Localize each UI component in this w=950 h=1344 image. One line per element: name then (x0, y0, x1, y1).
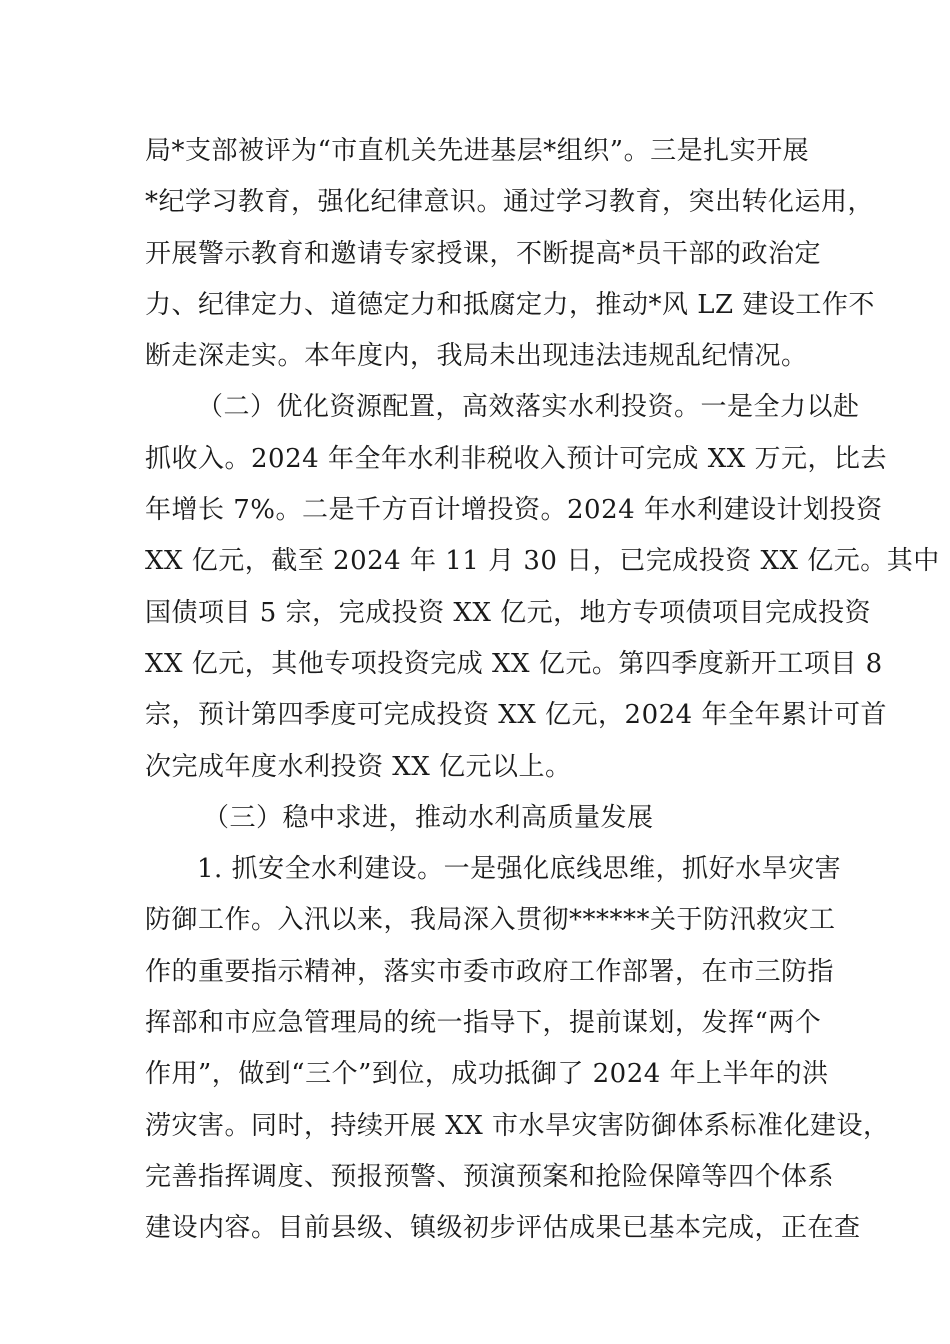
text-line: 力、纪律定力、道德定力和抵腐定力，推动*风 LZ 建设工作不 (145, 289, 875, 320)
text-line: 作的重要指示精神，落实市委市政府工作部署，在市三防指 (145, 956, 835, 987)
text-line: *纪学习教育，强化纪律意识。通过学习教育，突出转化运用， (145, 187, 875, 218)
text-line: 宗，预计第四季度可完成投资 XX 亿元，2024 年全年累计可首 (145, 700, 887, 731)
text-line: 防御工作。入汛以来，我局深入贯彻******关于防汛救灾工 (145, 905, 836, 936)
section-heading: （三）稳中求进，推动水利高质量发展 (203, 802, 654, 833)
text-line: 抓收入。2024 年全年水利非税收入预计可完成 XX 万元，比去 (145, 443, 887, 474)
text-line: 年增长 7%。二是千方百计增投资。2024 年水利建设计划投资 (145, 495, 883, 526)
text-line: 涝灾害。同时，持续开展 XX 市水旱灾害防御体系标准化建设， (145, 1110, 890, 1141)
text-line: 挥部和市应急管理局的统一指导下，提前谋划，发挥“两个 (145, 1008, 822, 1039)
text-line: XX 亿元，截至 2024 年 11 月 30 日，已完成投资 XX 亿元。其中 (145, 546, 940, 577)
text-line: 作用”，做到“三个”到位，成功抵御了 2024 年上半年的洪 (145, 1059, 829, 1090)
text-line: 开展警示教育和邀请专家授课，不断提高*员干部的政治定 (145, 238, 822, 269)
document-body (145, 126, 940, 1255)
text-line: 建设内容。目前县级、镇级初步评估成果已基本完成，正在查 (145, 1213, 861, 1244)
subsection-heading-line: 1. 抓安全水利建设。一是强化底线思维，抓好水旱灾害 (197, 854, 842, 885)
text-line: 断走深走实。本年度内，我局未出现违法违规乱纪情况。 (145, 341, 808, 372)
section-heading-line: （二）优化资源配置，高效落实水利投资。一是全力以赴 (197, 392, 860, 423)
text-line: 国债项目 5 宗，完成投资 XX 亿元，地方专项债项目完成投资 (145, 597, 872, 628)
text-line: 次完成年度水利投资 XX 亿元以上。 (145, 751, 572, 782)
text-line: XX 亿元，其他专项投资完成 XX 亿元。第四季度新开工项目 8 (145, 648, 883, 679)
text-line: 完善指挥调度、预报预警、预演预案和抢险保障等四个体系 (145, 1161, 835, 1192)
text-line: 局*支部被评为“市直机关先进基层*组织”。三是扎实开展 (145, 136, 810, 166)
